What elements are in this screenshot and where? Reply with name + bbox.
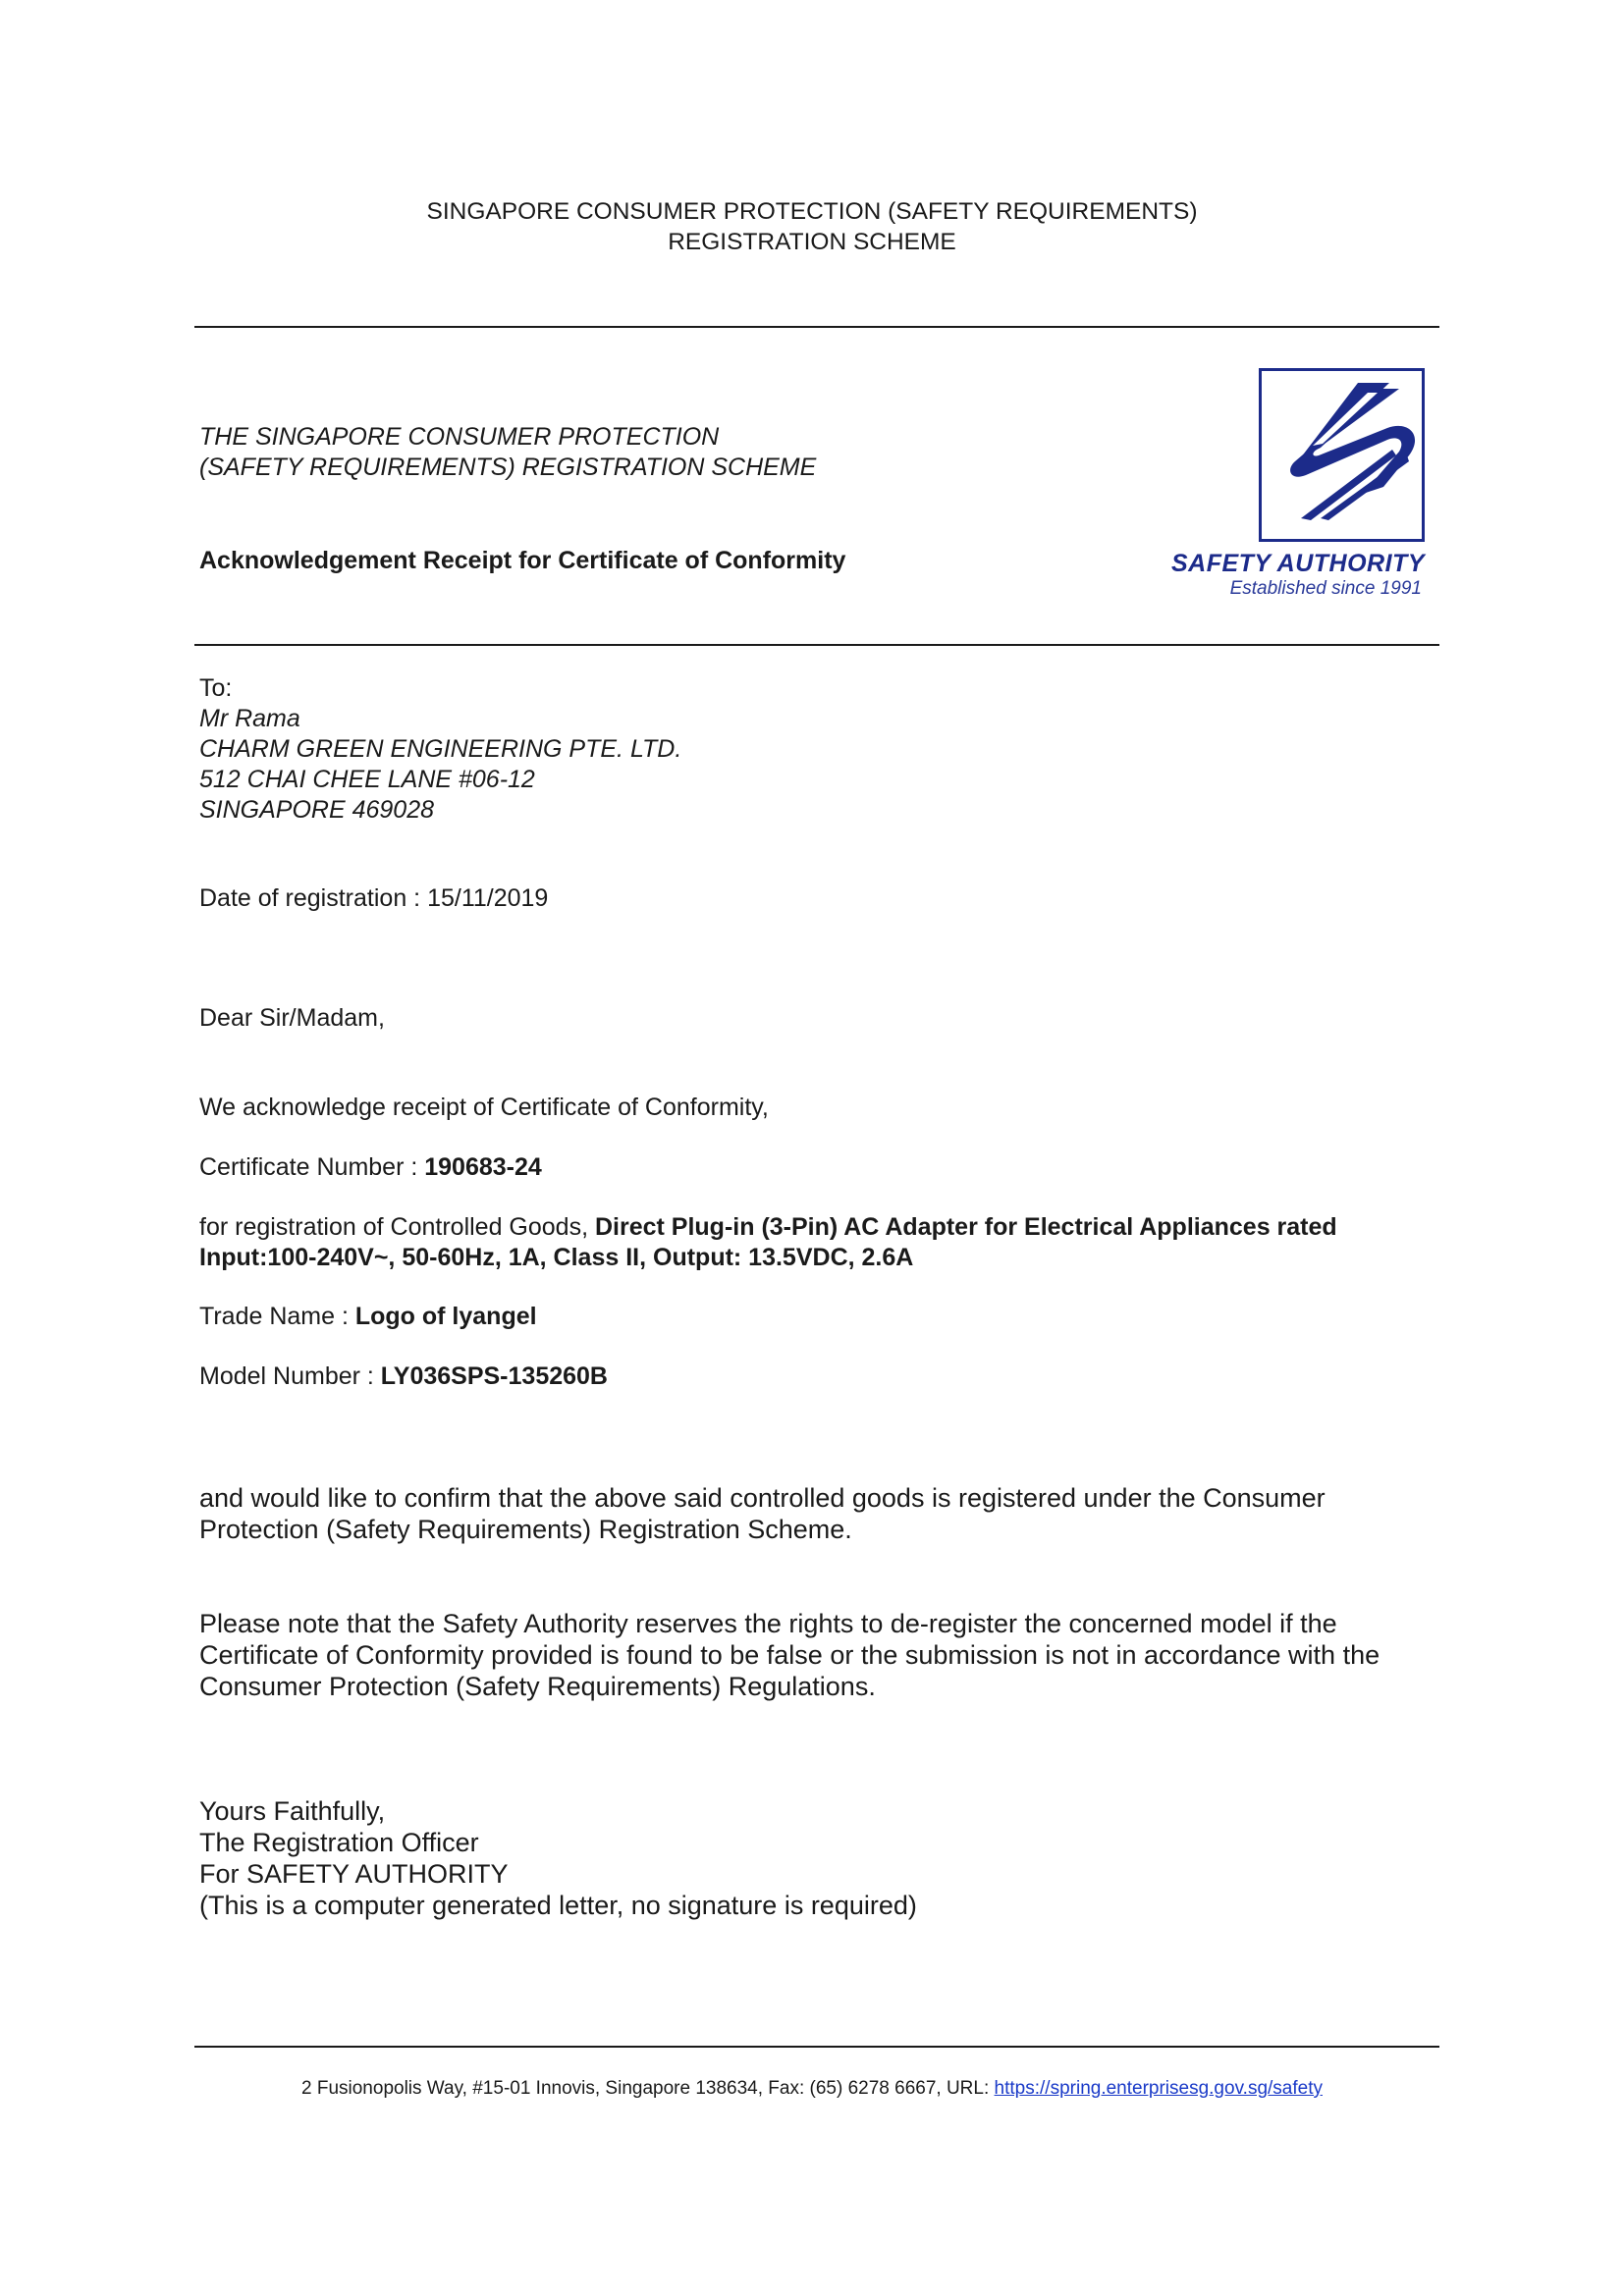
model-number-line [199,1362,608,1392]
closing-line-1: Yours Faithfully, [199,1796,386,1826]
note-line-2: Certificate of Conformity provided is found to be false or the submission is not in accordance with the [199,1640,1380,1670]
confirmation-paragraph [199,1482,1326,1545]
footer-divider [194,2046,1439,2048]
registration-date: 15/11/2019 [427,884,549,912]
closing-line-4: (This is a computer generated letter, no signature is required) [199,1891,917,1920]
logo-established: Established since 1991 [1229,578,1422,599]
salutation: Dear Sir/Madam, [199,1004,385,1032]
closing-line-3: For SAFETY AUTHORITY [199,1859,509,1889]
goods-description-1: Direct Plug-in (3-Pin) AC Adapter for Electrical Appliances rated [594,1213,1337,1241]
recipient-company: CHARM GREEN ENGINEERING PTE. LTD. [199,735,682,763]
goods-label: for registration of Controlled Goods, [199,1213,595,1241]
recipient-address-1: 512 CHAI CHEE LANE #06-12 [199,766,535,793]
note-line-1: Please note that the Safety Authority reserves the rights to de-register the concerned model if the [199,1609,1337,1638]
certificate-number: 190683-24 [424,1153,542,1181]
model-number-value: LY036SPS-135260B [380,1362,608,1390]
document-title: Acknowledgement Receipt for Certificate of Conformity [199,547,846,574]
logo-wordmark: SAFETY AUTHORITY [1170,550,1425,577]
model-number-label: Model Number : [199,1362,381,1390]
trade-name-label: Trade Name : [199,1303,355,1330]
top-divider [194,326,1439,328]
header-line-2: REGISTRATION SCHEME [668,229,956,255]
certificate-line [199,1152,542,1183]
confirm-line-1: and would like to confirm that the above said controlled goods is registered under the Consumer [199,1483,1326,1513]
goods-block [199,1212,1337,1273]
safety-authority-logo [1259,368,1425,542]
to-label: To: [199,674,233,702]
header-line-1: SINGAPORE CONSUMER PROTECTION (SAFETY REQUIREMENTS) [426,198,1198,225]
footer [0,2078,1624,2100]
scheme-line-2: (SAFETY REQUIREMENTS) REGISTRATION SCHEME [199,454,817,481]
scheme-title [199,422,816,483]
trade-name-line [199,1302,537,1332]
registration-date-line [199,883,548,914]
acknowledge-text: We acknowledge receipt of Certificate of Conformity, [199,1094,769,1121]
note-paragraph [199,1608,1380,1702]
recipient-block [199,673,681,826]
goods-description-2: Input:100-240V~, 50-60Hz, 1A, Class II, Output: 13.5VDC, 2.6A [199,1244,914,1271]
closing-line-2: The Registration Officer [199,1828,479,1857]
closing-block [199,1795,917,1921]
registration-date-label: Date of registration : [199,884,428,912]
note-line-3: Consumer Protection (Safety Requirements) Regulations. [199,1672,876,1701]
recipient-address-2: SINGAPORE 469028 [199,796,435,824]
safety-authority-emblem-icon [1262,371,1422,539]
footer-url-link[interactable]: https://spring.enterprisesg.gov.sg/safety [994,2078,1323,2099]
trade-name-value: Logo of lyangel [354,1303,537,1330]
certificate-label: Certificate Number : [199,1153,425,1181]
confirm-line-2: Protection (Safety Requirements) Registration Scheme. [199,1515,852,1544]
recipient-name: Mr Rama [199,705,300,732]
page-header [0,196,1624,257]
footer-address: 2 Fusionopolis Way, #15-01 Innovis, Singapore 138634, Fax: (65) 6278 6667, URL: [301,2078,995,2099]
header-divider [194,644,1439,646]
scheme-line-1: THE SINGAPORE CONSUMER PROTECTION [199,423,720,451]
